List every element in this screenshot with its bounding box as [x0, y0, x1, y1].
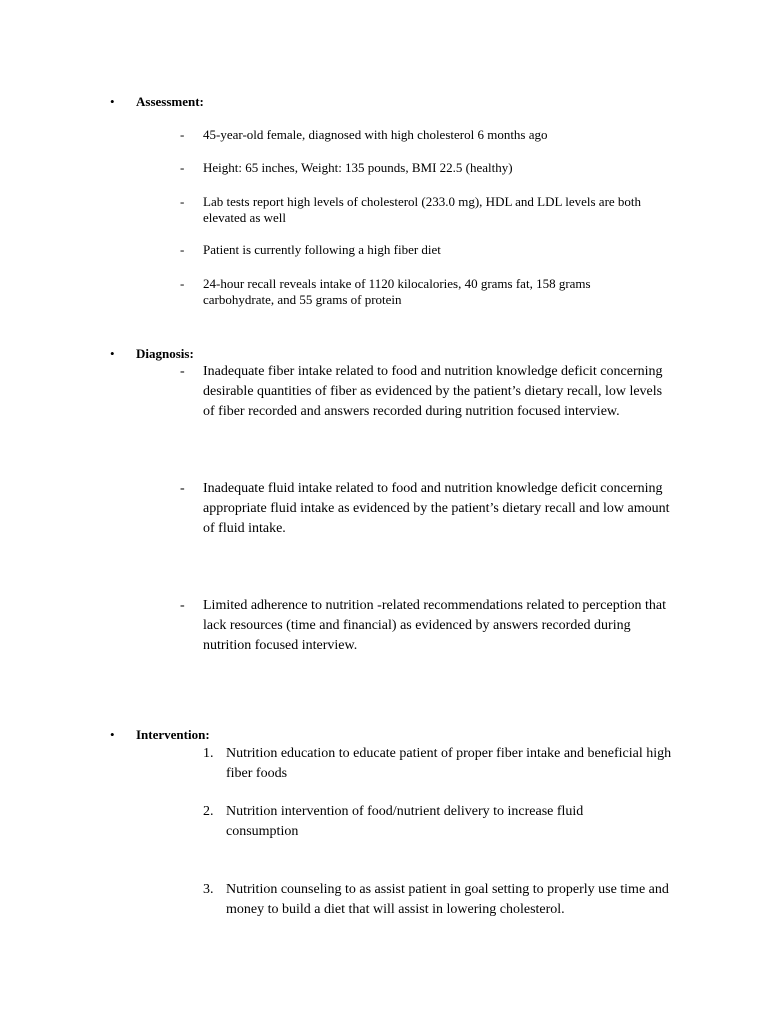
diagnosis-heading: Diagnosis:: [136, 346, 194, 361]
section-bullet: •: [110, 727, 115, 742]
section-bullet: •: [110, 346, 115, 361]
dash-marker: -: [180, 276, 185, 291]
diagnosis-item-text: Limited adherence to nutrition -related recommendations related to perception that lack resources (time and financial) as evidenced by answers recorded during nutrition focused interview.: [203, 598, 666, 653]
assessment-item-text: Lab tests report high levels of cholesterol (233.0 mg), HDL and LDL levels are both elevated as well: [203, 194, 642, 225]
dash-marker: -: [180, 364, 185, 379]
number-marker: 2.: [203, 804, 214, 819]
dash-marker: -: [180, 481, 185, 496]
intervention-heading: Intervention:: [136, 727, 210, 742]
number-marker: 1.: [203, 746, 214, 761]
dash-marker: -: [180, 598, 185, 613]
assessment-item-text: Patient is currently following a high fiber diet: [203, 242, 441, 257]
assessment-heading: Assessment:: [136, 94, 204, 109]
number-marker: 3.: [203, 882, 214, 897]
dash-marker: -: [180, 242, 185, 257]
assessment-item-text: Height: 65 inches, Weight: 135 pounds, BMI 22.5 (healthy): [203, 160, 513, 175]
intervention-item-text: Nutrition education to educate patient of proper fiber intake and beneficial high fiber foods: [226, 746, 672, 781]
dash-marker: -: [180, 194, 185, 209]
intervention-item-text: Nutrition counseling to as assist patient in goal setting to properly use time and money to build a diet that will assist in lowering cholesterol.: [226, 882, 669, 917]
dash-marker: -: [180, 160, 185, 175]
section-bullet: •: [110, 94, 115, 109]
assessment-item-text: 45-year-old female, diagnosed with high cholesterol 6 months ago: [203, 127, 548, 142]
diagnosis-item-text: Inadequate fiber intake related to food and nutrition knowledge deficit concerning desirable quantities of fiber as evidenced by the patient’s dietary recall, low levels of fiber recorded and answers recorded during nutrition focused interview.: [203, 364, 663, 419]
dash-marker: -: [180, 127, 185, 142]
diagnosis-item-text: Inadequate fluid intake related to food and nutrition knowledge deficit concerning appropriate fluid intake as evidenced by the patient’s dietary recall and low amount of fluid intake.: [203, 481, 670, 536]
intervention-item-text: Nutrition intervention of food/nutrient delivery to increase fluid consumption: [226, 804, 584, 839]
assessment-item-text: 24-hour recall reveals intake of 1120 kilocalories, 40 grams fat, 158 grams carbohydrate, and 55 grams of protein: [203, 276, 591, 307]
